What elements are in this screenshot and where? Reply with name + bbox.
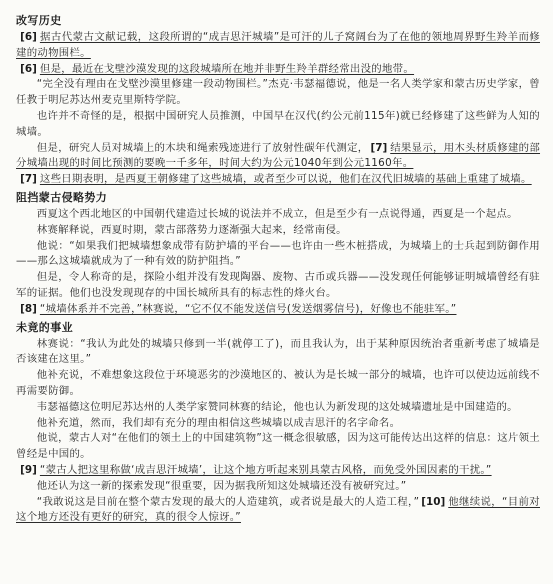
paragraph: 也许并不奇怪的是，根据中国研究人员推测，中国早在汉代(约公元前115年)就已经修建了这些鲜为人知的城墙。 [16, 109, 540, 138]
section-heading: 未竟的事业 [16, 320, 73, 334]
paragraph: 他补充说，不难想象这段位于环境恶劣的沙漠地区的、被认为是长城一部分的城墙，也许可以使边远前线不再需要防御。 [16, 369, 540, 397]
underlined-sentence: 据古代蒙古文献记载，这段所谓的“成吉思汗城墙”是可汗的儿子窝阔台为了在他的领地周界野生羚羊而修建的动物围栏。 [16, 31, 540, 59]
paragraph: 他还认为这一新的探索发现“很重要，因为据我所知这处城墙还没有被研究过。” [36, 479, 407, 492]
question-marker: [10] [421, 495, 446, 508]
paragraph: 他说，蒙古人对“在他们的领土上的中国建筑物”这一概念很敏感，因为这可能传达出这样的信息：这片领土曾经是中国的。 [16, 432, 540, 461]
paragraph: 林赛解释说，西夏时期，蒙古部落势力逐渐强大起来，经常南侵。 [36, 223, 347, 236]
paragraph [16, 463, 540, 479]
paragraph-text: “我敢说这是目前在整个蒙古发现的最大的人造建筑，或者说是最大的人造工程，” [36, 495, 420, 508]
paragraph [16, 30, 540, 62]
paragraph [16, 172, 540, 188]
section-heading: 改写历史 [16, 14, 62, 27]
paragraph [16, 141, 540, 173]
paragraph: 韦瑟福德这位明尼苏达州的人类学家赞同林赛的结论，他也认为新发现的这处城墙遗址是中国建造的。 [36, 400, 518, 413]
question-marker: [7] [20, 173, 37, 186]
underlined-sentence: “蒙古人把这里称做‘成吉思汗城墙’，让这个地方听起来别具蒙古风格，而免受外国因素的干扰。” [39, 463, 492, 476]
paragraph: 他说：“如果我们把城墙想象成带有防护墙的平台——也许由一些木桩搭成，为城墙上的士兵起到防御作用——那么这城墙就成为了一种有效的防护阻挡。” [16, 239, 540, 268]
question-marker: [6] [20, 62, 37, 75]
section-rewrite-history [16, 11, 540, 188]
section-block-mongol-invasion [16, 188, 540, 318]
question-marker: [7] [370, 141, 388, 154]
section-unfinished-business [16, 318, 540, 527]
underlined-sentence: “城墙体系并不完善，”林赛说，“它不仅不能发送信号(发送烟雾信号)，好像也不能驻军。” [39, 302, 457, 315]
paragraph: “完全没有理由在戈壁沙漠里修建一段动物围栏。”杰克·韦瑟福德说，他是一名人类学家和蒙古历史学家，曾任教于明尼苏达州麦克里斯特学院。 [16, 78, 540, 107]
question-marker: [8] [20, 302, 37, 315]
paragraph: 但是，令人称奇的是，探险小组并没有发现陶器、废物、古币或兵器——没发现任何能够证明城墙曾经有驻军的证据。他们也没发现现存的中国长城所具有的标志性的烽火台。 [16, 271, 540, 299]
underlined-sentence: 他继续说，“目前对这个地方还没有更好的研究，真的很令人惊讶。” [16, 495, 540, 524]
paragraph: 他补充道，然而，我们却有充分的理由相信这些城墙以成吉思汗的名字命名。 [36, 416, 401, 429]
underlined-sentence: 这些日期表明，是西夏王朝修建了这些城墙，或者至少可以说，他们在汉代旧城墙的基础上重建了城墙。 [39, 173, 532, 186]
underlined-sentence: 但是，最近在戈壁沙漠发现的这段城墙所在地并非野生羚羊群经常出没的地带。 [39, 62, 415, 75]
section-heading: 阻挡蒙古侵略势力 [16, 190, 108, 204]
paragraph: 西夏这个西北地区的中国朝代建造过长城的说法并不成立，但是至少有一点说得通，西夏是一个起点。 [36, 207, 518, 220]
underlined-sentence: 结果显示，用木头材质修建的部分城墙出现的时间比预测的要晚一千多年，时间大约为公元1040年到公元1160年。 [16, 141, 541, 170]
paragraph [16, 495, 540, 527]
question-marker: [6] [20, 31, 37, 43]
paragraph [16, 302, 540, 318]
question-marker: [9] [20, 463, 37, 476]
paragraph [16, 62, 540, 78]
paragraph-text: 但是，研究人员对城墙上的木块和绳索残迹进行了放射性碳年代测定， [36, 141, 369, 154]
paragraph: 林赛说：“我认为此处的城墙只修到一半(就停工了)，而且我认为，出于某种原因统治者重新考虑了城墙是否该建在这里。” [16, 337, 540, 366]
